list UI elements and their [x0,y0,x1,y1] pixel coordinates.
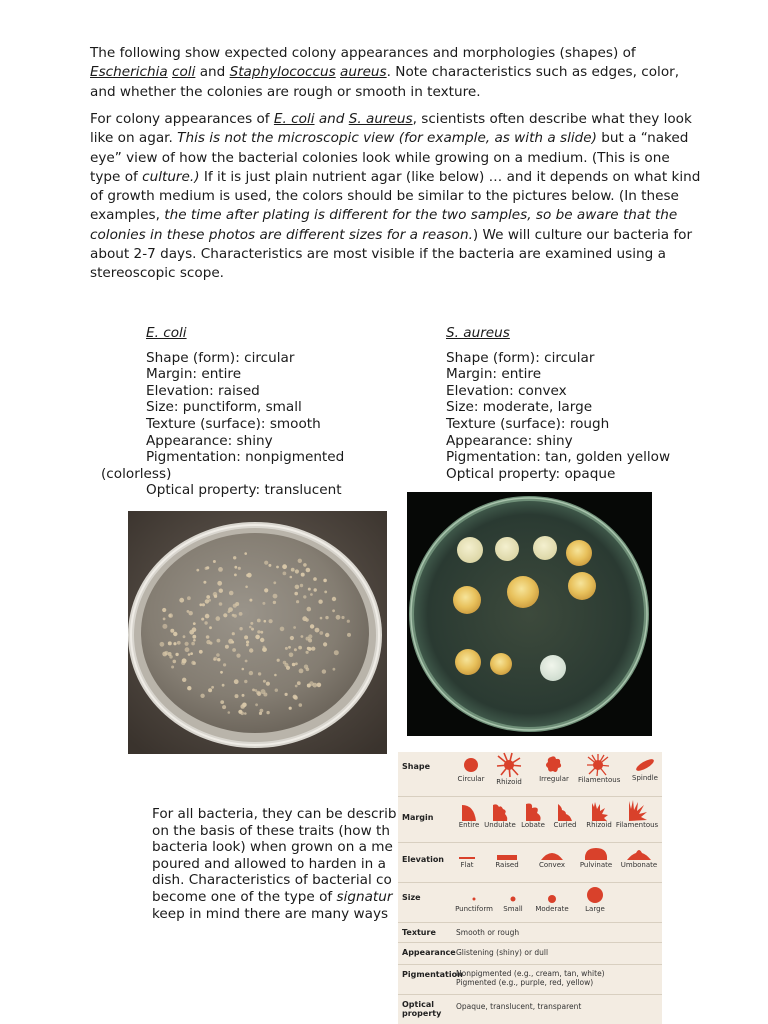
chart-row-elevation [398,842,662,881]
ecoli-traits [101,325,345,499]
chart-row-label: Margin [402,813,434,822]
ecoli-trait: Elevation: raised [146,382,260,399]
bottom-line: dish. Characteristics of bacterial co [152,872,392,889]
intro-paragraph-2: For colony appearances of E. coli and S. aureus, scientists often describe what they look like on agar. This is not the microscopic view (for example, as with a slide) but a “naked eye” view of how the bacterial colonies look while growing on a medium. (This is one type of culture.) If it is just plain nutrient agar (like below) … and it depends on what kind of growth medium is used, the colors should be similar to the pictures below. (In these examples, the time after plating is different for the two samples, so be aware that the colonies in these photos are different sizes for a reason.) We will culture our bacteria for about 2-7 days. Characteristics are most visible if the bacteria are examined using a stereoscopic scope. [90,111,701,282]
chart-row-shape [398,752,662,794]
shape-irregular: Irregular [536,755,572,783]
margin-entire: Entire [454,801,484,829]
elevation-flat: Flat [452,851,482,869]
ecoli-trait: Shape (form): circular [146,349,295,366]
shape-rhizoid: Rhizoid [492,752,526,786]
bottom-line: become one of the type of signatur [152,888,393,905]
chart-row-optical-property [398,994,662,1024]
bottom-line: For all bacteria, they can be describ [152,806,397,822]
chart-row-text: Pigmented (e.g., purple, red, yellow) [456,978,594,987]
size-punctiform: Punctiform [454,889,494,913]
size-moderate: Moderate [532,889,572,913]
ecoli-trait: Margin: entire [146,366,242,383]
saureus-trait: Shape (form): circular [446,349,595,366]
bottom-line: bacteria look) when grown on a me [152,839,393,856]
chart-row-appearance [398,942,662,963]
margin-filamentous: Filamentous [614,799,660,829]
saureus-trait: Optical property: opaque [446,465,616,482]
saureus-trait: Margin: entire [446,366,542,383]
ecoli-trait: Texture (surface): smooth [146,415,321,432]
saureus-trait: Appearance: shiny [446,432,573,449]
ecoli-trait: Size: punctiform, small [146,399,302,416]
ecoli-trait: Pigmentation: nonpigmented [146,449,345,466]
chart-row-label: Shape [402,762,431,771]
chart-row-text: Glistening (shiny) or dull [456,948,549,957]
chart-row-label: Appearance [402,948,456,957]
elevation-convex: Convex [534,849,570,869]
intro-paragraph-1: The following show expected colony appearances and morphologies (shapes) of Escherichia coli and Staphylococcus aureus. Note characteristics such as edges, color, and whether the colonies are rough or smooth in texture. [90,45,680,100]
saureus-trait: Elevation: convex [446,382,567,399]
saureus-title: S. aureus [446,325,510,341]
chart-row-label: Size [402,893,421,902]
chart-row-label: Pigmentation [402,970,463,979]
chart-row-label: Optical [402,1000,434,1009]
saureus-traits [446,325,670,482]
chart-row-size [398,882,662,921]
margin-undulate: Undulate [484,801,516,829]
chart-row-label: Texture [402,928,436,937]
ecoli-trait: Optical property: translucent [146,482,342,499]
shape-filamentous: Filamentous [578,754,618,784]
elevation-umbonate: Umbonate [618,847,660,869]
bottom-line: keep in mind there are many ways [152,905,389,922]
saureus-trait: Size: moderate, large [446,399,593,416]
margin-lobate: Lobate [518,801,548,829]
bottom-line: on the basis of these traits (how th [152,822,390,839]
ecoli-petri-dish-photo [128,511,387,754]
chart-row-label: Elevation [402,855,445,864]
ecoli-title: E. coli [146,325,187,341]
elevation-pulvinate: Pulvinate [576,847,616,869]
elevation-raised: Raised [492,851,522,869]
chart-row-margin [398,796,662,841]
shape-spindle: Spindle [628,756,662,782]
saureus-petri-dish-photo [407,492,652,736]
margin-curled: Curled [550,801,580,829]
chart-row-pigmentation [398,964,662,993]
ecoli-trait: Appearance: shiny [146,432,273,449]
chart-row-texture [398,922,662,941]
chart-row-text: Nonpigmented (e.g., cream, tan, white) [456,969,605,978]
size-small: Small [498,889,528,913]
bottom-paragraph [152,806,397,926]
chart-row-text: Opaque, translucent, transparent [456,1002,582,1011]
margin-rhizoid: Rhizoid [584,801,614,829]
chart-row-text: Smooth or rough [456,928,520,937]
ecoli-trait-continued: (colorless) [101,465,172,482]
shape-circular: Circular [456,755,486,783]
size-large: Large [580,883,610,913]
bottom-line: poured and allowed to harden in a [152,855,386,872]
chart-row-label: property [402,1009,442,1018]
saureus-trait: Pigmentation: tan, golden yellow [446,449,671,466]
saureus-trait: Texture (surface): rough [446,415,610,432]
colony-morphology-chart [398,752,662,1024]
